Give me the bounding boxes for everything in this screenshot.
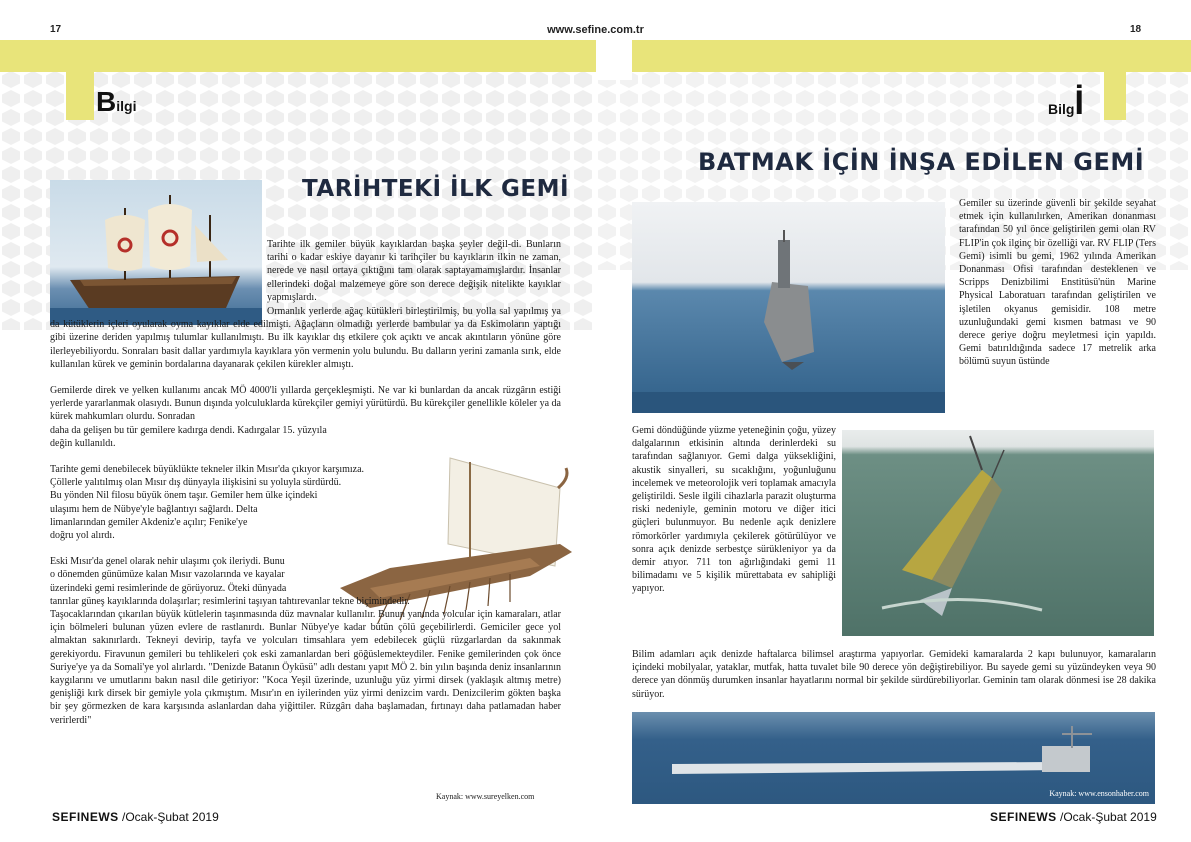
footer-issue: /Ocak-Şubat 2019 bbox=[1060, 810, 1157, 824]
left-body-text-1 bbox=[50, 305, 561, 727]
paragraph: Tarihte ilk gemiler büyük kayıklardan başka şeyler değil-di. Bunların tarihi o kadar eskiye dayanır ki tarihçiler bu kayıkların ilkin ne zaman, nerede ve nasıl ortaya çıktığını tam olarak saptayamamışlardır. İnsanlar ellerindeki doğal malzemeye göre son derece değişik nitelikte kayıklar yapmışlardı. bbox=[267, 239, 561, 303]
paragraph: Çöllerle yalıtılmış olan Mısır dış dünyayla ilişkisini su yoluyla sürdürdü. bbox=[50, 477, 342, 489]
flip-ship-photo-1 bbox=[632, 202, 945, 413]
article-title-left: TARİHTEKİ İLK GEMİ bbox=[302, 176, 570, 202]
flip-ship-photo-2 bbox=[842, 430, 1154, 636]
page-number-left: 17 bbox=[50, 24, 62, 35]
section-label-initial: B bbox=[96, 86, 117, 117]
footer-left bbox=[52, 810, 219, 824]
paragraph: Gemilerde direk ve yelken kullanımı ancak MÖ 4000'li yıllarda gerçekleşmişti. Ne var ki bunlardan da ancak rüzgârın estiği yerlerde yararlanmak olasıydı. Bunun dışında yolculuklarda kürekçiler gemiyi yürütürdü. Bu kürekçiler genellikle köleler ya da kürek mahkumları olurdu. Sonradan bbox=[50, 385, 561, 423]
paragraph: Eski Mısır'da genel olarak nehir ulaşımı çok ileriydi. Bunu bbox=[50, 556, 285, 568]
band-gap bbox=[596, 40, 632, 80]
header-band-left bbox=[0, 40, 596, 72]
paragraph: ulaşımı hem de Nübye'yle bağlantıyı sağlardı. Delta bbox=[50, 503, 258, 515]
section-label-rest: ilgi bbox=[116, 98, 137, 114]
paragraph: değin kullanıldı. bbox=[50, 437, 116, 449]
paragraph: Ormanlık yerlerde ağaç kütükleri birleştirilmiş, bu yolla sal yapılmış ya da kütüklerin içleri oyularak oyma kayıklar elde edilmişti. Ağaçların olmadığı yerlerde bambular ya da Eskimoların yaptığı gibi üzerine deriden yapılmış tulumlar kullanılmıştı. Bu ilk kayıklar dış etkilere çok açıktı ve ancak akıntıların yönüne göre ilerleyebiliyordu. Sonraları basit dallar yardımıyla kayıklara yön vermenin yolu bulundu. Bu dalların yerini zamanla sırık, elde kullanılan kürek ve geminin bordalarına dayanarak çekilen kürekler almıştı. bbox=[50, 306, 561, 370]
article-title-right: BATMAK İÇİN İNŞA EDİLEN GEMİ bbox=[698, 148, 1145, 176]
flip-ship-drawing-1 bbox=[632, 202, 945, 413]
footer-issue: /Ocak-Şubat 2019 bbox=[122, 810, 219, 824]
caravel-illustration bbox=[50, 180, 262, 325]
paragraph: Gemiler su üzerinde güvenli bir şekilde seyahat etmek için kullanılırken, Amerikan donanması tarafından 50 yıl önce geliştirilen gemi olan RV FLIP'in çok ilginç bir özelliği var. RV FLIP (Ters Gemi) isimli bu gemi, 1962 yılında Amerikan Donanması Ofisi tarafından desteklenen ve Scripps Denizbilimi Enstitüsü'nün Marine Physical Laboratuarı tarafından geliştirilen ve işletilen okyanus gemisidir. 108 metre uzunluğundaki gemi kısmen batması ve 90 derece geriye doğru meyletmesi için yapıldı. Gemi batırıldığında sadece 17 metrelik arka bölümü suyun üstünde bbox=[959, 198, 1156, 368]
paragraph: Taşocaklarından çıkarılan büyük kütlelerin taşınmasında düz mavnalar kullanılır. Bunun yanında yolcular için kamaraları, atlar için bölmeleri bulunan yüzen evlere de rastlanırdı. Bunlar Nübye'ye kadar bütün çölü geçebilirlerdi. Gemiciler gece yol almaktan sakınırlardı. Tekneyi devirip, tayfa ve yolcuları timsahlara yem edebilecek güçlü rüzgarlardan da sakınmak gerekiyordu. Firavunun gemileri bu tehlikeleri çok eski zamanlardan beri göğüslemekteydiler. Fenike gemilerinden çok önce Suriye'ye ya da Somali'ye yol alırlardı. "Denizde Batanın Öyküsü" adlı destanı yapıt MÖ 2. bin yılın başında deniz insanlarının kaygılarını ve umutlarını bakın nasıl dile getiriyor: "Koca Yeşil üzerinde, uzunluğu yüz yirmi dirsek (yaklaşık altmış metre) genişliği kırk dirsek bir gemiyle yola çıkmıştım. Mısır'ın en iyilerinden yüz yirmi denizcim vardı. Denizcilerim gökten başka bir şey görmezken de kara karşısında aslanlardan daha yiğittiler. Rüzgârı daha başlamadan, fırtınayı daha patlamadan haber verirlerdi" bbox=[50, 609, 561, 726]
caravel-photo bbox=[50, 180, 262, 325]
paragraph: Tarihte gemi denebilecek büyüklükte tekneler ilkin Mısır'da çıkıyor karşımıza. bbox=[50, 464, 365, 476]
paragraph: Gemi döndüğünde yüzme yeteneğinin çoğu, yüzey dalgalarının etkisinin altında derinlerdeki su tarafından sağlanıyor. Gemi dalga yüksekliğini, akustik sinyalleri, su sıcaklığını, yoğunluğunu incelemek ve meteorolojik veri toplamak amacıyla geliştirildi. Sesle ilgili cihazlarla parazit oluşturma riski nedeniyle, geminin motoru ve diğer itici güçleri bulunmuyor. Bu nedenle açık denizlere römorkörler yardımıyla çekilerek götürülüyor ve sonra açık denizde serbestçe sürükleniyor ya da demir atıyor. 711 ton ağırlığındaki gemi 11 bilimadamı ve 5 kişilik mürettabata ev sahipliği yapıyor. bbox=[632, 425, 836, 595]
source-caption-left[interactable]: Kaynak: www.sureyelken.com bbox=[436, 792, 535, 801]
footer-brand: SEFINEWS bbox=[990, 810, 1057, 824]
header-band-right bbox=[596, 40, 1191, 72]
footer-brand: SEFINEWS bbox=[52, 810, 119, 824]
section-label-rest: Bilg bbox=[1048, 101, 1075, 117]
left-intro-text bbox=[267, 238, 561, 304]
right-text-3 bbox=[632, 648, 1156, 701]
source-caption-right[interactable]: Kaynak: www.ensonhaber.com bbox=[1049, 789, 1149, 798]
site-url[interactable]: www.sefine.com.tr bbox=[547, 24, 644, 36]
footer-right bbox=[990, 810, 1157, 824]
flip-ship-photo-3 bbox=[632, 712, 1155, 804]
flip-ship-drawing-2 bbox=[842, 430, 1154, 636]
paragraph: daha da gelişen bu tür gemilere kadırga dendi. Kadırgalar 15. yüzyıla bbox=[50, 424, 327, 436]
paragraph: o dönemden günümüze kalan Mısır vazolarında ve kayalar bbox=[50, 569, 285, 581]
paragraph: doğru yol alırdı. bbox=[50, 530, 115, 542]
paragraph: Bu yönden Nil filosu büyük önem taşır. Gemiler hem ülke içindeki bbox=[50, 490, 318, 502]
section-marker-left bbox=[66, 72, 94, 120]
page-number-right: 18 bbox=[1130, 24, 1142, 35]
right-text-2 bbox=[632, 424, 836, 596]
section-label-right bbox=[1048, 84, 1084, 123]
section-label-left bbox=[96, 86, 136, 118]
paragraph: tanrılar güneş kayıklarında dolaşırlar; resimlerini taşıyan tahtırevanlar tekne biçimindedir. bbox=[50, 595, 410, 607]
paragraph: Bilim adamları açık denizde haftalarca bilimsel araştırma yapıyorlar. Gemideki kamaralarda 2 kapı bulunuyor, kamaraların içindeki mobilyalar, yataklar, mutfak, hatta tuvalet bile 90 derece yön değiştirebiliyor. Bu sayede gemi su yüzündeyken veya 90 derece yan dönmüş durumken insanlar hayatlarını normal bir şekilde sürdürebiliyorlar. Geminin tam olarak dönmesi ise 28 dakika sürüyor. bbox=[632, 649, 1156, 700]
paragraph: üzerindeki gemi resimlerinde de görüyoruz. Öteki dünyada bbox=[50, 582, 287, 594]
right-text-1 bbox=[959, 197, 1156, 369]
paragraph: limanlarından gemiler Akdeniz'e açılır; Fenike'ye bbox=[50, 516, 248, 528]
section-label-initial: İ bbox=[1074, 84, 1084, 122]
section-marker-right bbox=[1104, 40, 1126, 120]
